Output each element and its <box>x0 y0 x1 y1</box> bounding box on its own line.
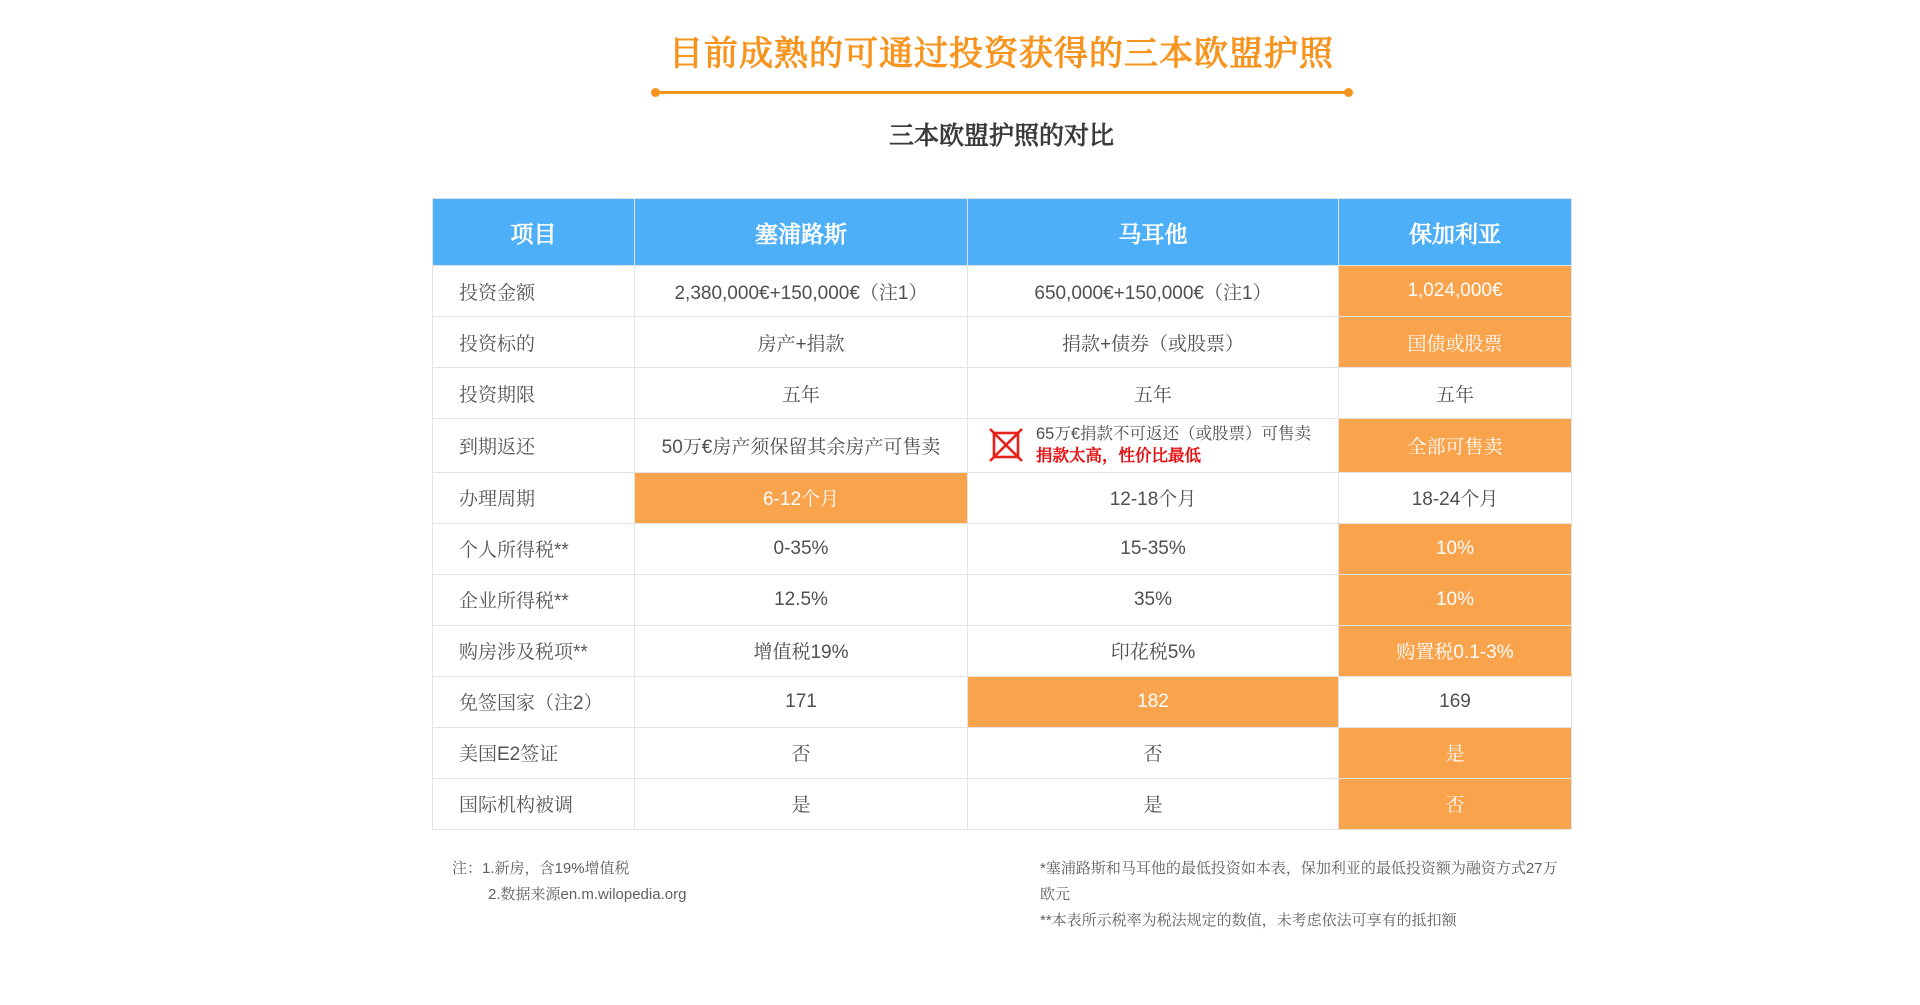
table-cell: 12.5% <box>635 574 968 625</box>
table-row <box>433 727 1572 778</box>
table-cell: 五年 <box>1339 368 1572 419</box>
table-row <box>433 676 1572 727</box>
table-cell-warning <box>968 419 1339 473</box>
table-cell: 10% <box>1339 574 1572 625</box>
column-header-item: 项目 <box>433 199 635 266</box>
table-cell: 购置税0.1-3% <box>1339 625 1572 676</box>
table-cell: 五年 <box>968 368 1339 419</box>
footnote-left-line1: 1.新房，含19%增值税 <box>482 859 630 877</box>
row-label: 投资期限 <box>433 368 635 419</box>
table-header-row <box>433 199 1572 266</box>
table-cell: 否 <box>968 727 1339 778</box>
footnote-left <box>452 856 686 908</box>
table-cell: 全部可售卖 <box>1339 419 1572 473</box>
comparison-table <box>432 198 1572 830</box>
row-label: 美国E2签证 <box>433 727 635 778</box>
table-cell: 50万€房产须保留其余房产可售卖 <box>635 419 968 473</box>
table-cell: 15-35% <box>968 523 1339 574</box>
table-cell: 是 <box>968 778 1339 829</box>
table-row <box>433 266 1572 317</box>
row-label: 投资金额 <box>433 266 635 317</box>
footnote-left-line2: 2.数据来源en.m.wilopedia.org <box>488 885 687 903</box>
table-row <box>433 523 1572 574</box>
table-cell: 1,024,000€ <box>1339 266 1572 317</box>
footnote-right <box>1040 856 1571 934</box>
table-cell: 6-12个月 <box>635 472 968 523</box>
table-cell: 169 <box>1339 676 1572 727</box>
table-row <box>433 368 1572 419</box>
table-cell: 捐款+债券（或股票） <box>968 317 1339 368</box>
table-cell: 否 <box>1339 778 1572 829</box>
warning-subtext: 捐款太高，性价比最低 <box>1036 447 1201 466</box>
column-header-cyprus: 塞浦路斯 <box>635 199 968 266</box>
row-label: 免签国家（注2） <box>433 676 635 727</box>
table-row <box>433 778 1572 829</box>
table-cell: 否 <box>635 727 968 778</box>
table-row <box>433 419 1572 473</box>
table-row <box>433 472 1572 523</box>
row-label: 投资标的 <box>433 317 635 368</box>
footnote-right-line2: **本表所示税率为税法规定的数值，未考虑依法可享有的抵扣额 <box>1040 911 1457 929</box>
title-divider-line <box>655 91 1349 94</box>
table-cell: 0-35% <box>635 523 968 574</box>
row-label: 到期返还 <box>433 419 635 473</box>
table-cell: 650,000€+150,000€（注1） <box>968 266 1339 317</box>
table-cell: 10% <box>1339 523 1572 574</box>
row-label: 个人所得税** <box>433 523 635 574</box>
page-subtitle: 三本欧盟护照的对比 <box>888 122 1114 150</box>
row-label: 办理周期 <box>433 472 635 523</box>
table-cell: 国债或股票 <box>1339 317 1572 368</box>
row-label: 国际机构被调 <box>433 778 635 829</box>
table-cell: 印花税5% <box>968 625 1339 676</box>
infographic <box>432 0 1571 929</box>
table-cell: 171 <box>635 676 968 727</box>
table-row <box>433 574 1572 625</box>
table-cell: 是 <box>635 778 968 829</box>
table-cell: 12-18个月 <box>968 472 1339 523</box>
column-header-malta: 马耳他 <box>968 199 1339 266</box>
crossed-box-icon <box>988 427 1024 463</box>
table-row <box>433 625 1572 676</box>
page-title: 目前成熟的可通过投资获得的三本欧盟护照 <box>669 35 1334 73</box>
row-label: 购房涉及税项** <box>433 625 635 676</box>
row-label: 企业所得税** <box>433 574 635 625</box>
table-cell: 18-24个月 <box>1339 472 1572 523</box>
table-cell: 182 <box>968 676 1339 727</box>
column-header-bulgaria: 保加利亚 <box>1339 199 1572 266</box>
table-cell: 增值税19% <box>635 625 968 676</box>
warning-text: 65万€捐款不可返还（或股票）可售卖 <box>1036 425 1312 443</box>
table-row <box>433 317 1572 368</box>
table-cell: 35% <box>968 574 1339 625</box>
table-cell: 是 <box>1339 727 1572 778</box>
footnote-right-line1: *塞浦路斯和马耳他的最低投资如本表，保加利亚的最低投资额为融资方式27万欧元 <box>1040 859 1558 903</box>
table-cell: 2,380,000€+150,000€（注1） <box>635 266 968 317</box>
table-cell: 五年 <box>635 368 968 419</box>
footnote-prefix: 注： <box>452 859 483 877</box>
table-cell: 房产+捐款 <box>635 317 968 368</box>
